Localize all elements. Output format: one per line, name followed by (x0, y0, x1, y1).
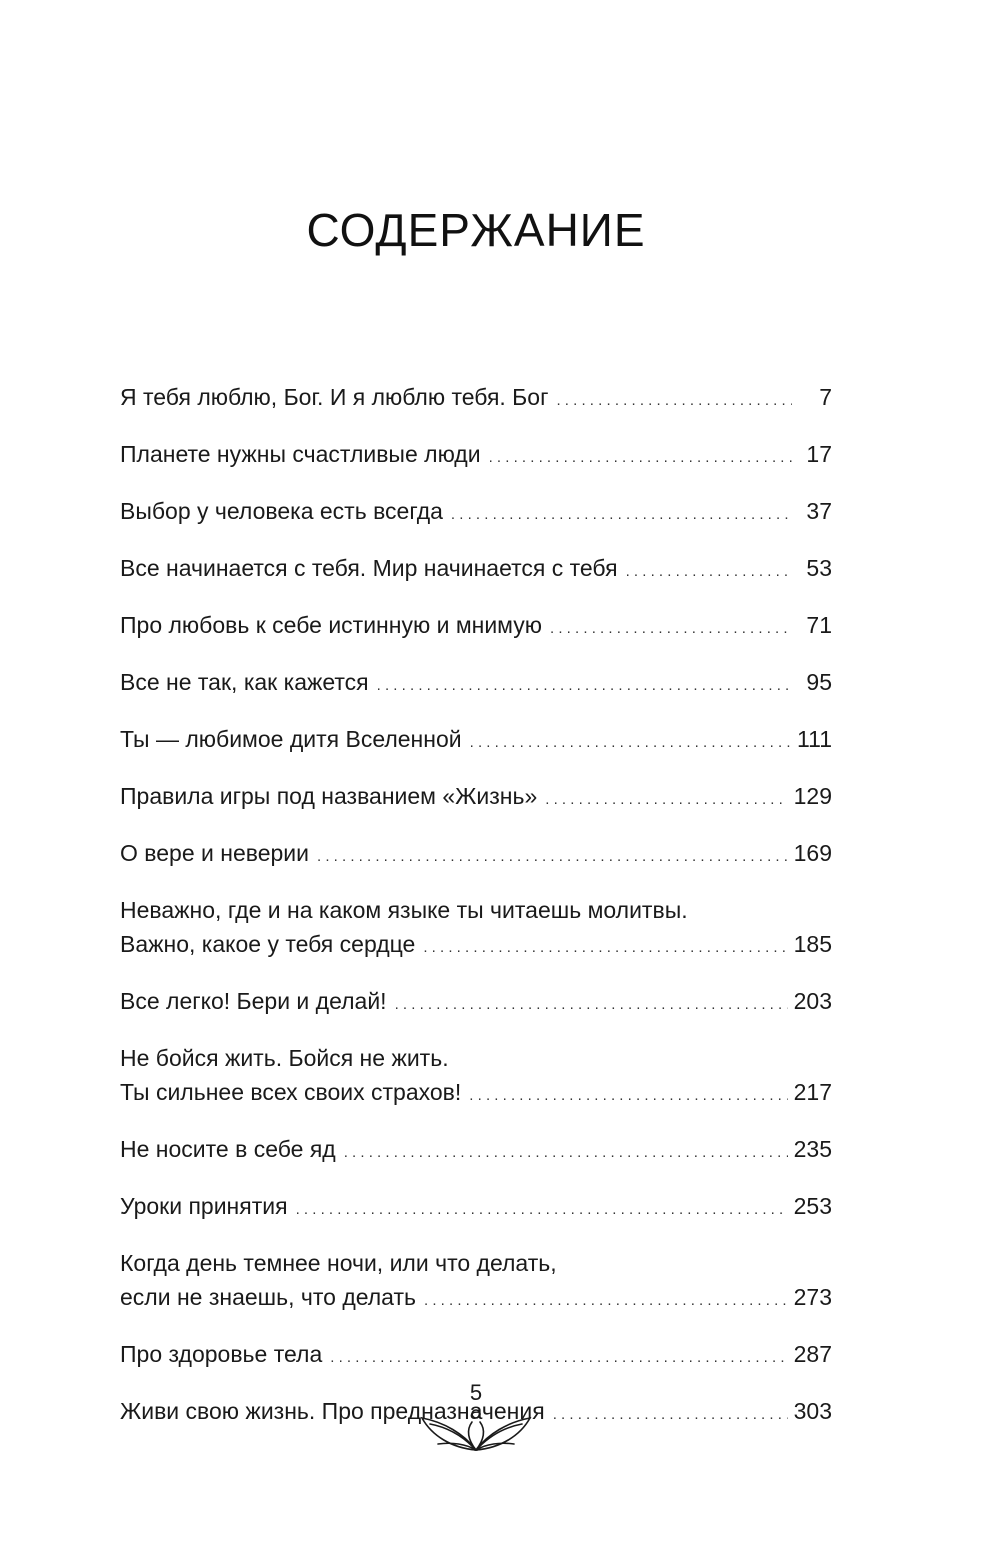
toc-entry (120, 836, 832, 874)
toc-entry-title: Живи свою жизнь. Про предназначения (120, 1398, 545, 1424)
toc-entry-page: 169 (793, 840, 832, 866)
dot-leader (317, 840, 788, 874)
toc-entry-page: 71 (806, 612, 832, 638)
dot-leader (395, 988, 788, 1022)
toc-entry-row (120, 665, 832, 703)
toc-entry (120, 1041, 832, 1113)
dot-leader (377, 669, 792, 703)
dot-leader (344, 1136, 788, 1170)
dot-leader (469, 1079, 787, 1113)
toc-entry (120, 1132, 832, 1170)
toc-entry-title: Ты сильнее всех своих страхов! (120, 1079, 462, 1105)
dot-leader (489, 441, 792, 475)
toc-entry-row (120, 1132, 832, 1170)
toc-entry (120, 494, 832, 532)
toc-entry-page: 111 (797, 726, 832, 752)
toc-entry-row (120, 1075, 832, 1113)
toc-entry-title: Ты — любимое дитя Вселенной (120, 726, 462, 752)
toc-entry-row (120, 836, 832, 874)
dot-leader (550, 612, 792, 646)
toc-entry-page: 7 (819, 384, 832, 410)
toc-entry-page: 95 (806, 669, 832, 695)
toc-entry-row (120, 722, 832, 760)
toc-entry-title: Планете нужны счастливые люди (120, 441, 481, 467)
dot-leader (545, 783, 787, 817)
toc-entry-row (120, 927, 832, 965)
toc-entry-row (120, 1189, 832, 1227)
toc-entry-row (120, 494, 832, 532)
toc-entry-page: 273 (793, 1284, 832, 1310)
toc-entry (120, 1189, 832, 1227)
toc-entry (120, 437, 832, 475)
toc-entry-title: Важно, какое у тебя сердце (120, 931, 416, 957)
toc-entry (120, 608, 832, 646)
page-number: 5 (469, 1380, 483, 1405)
toc-entry-page: 217 (793, 1079, 832, 1105)
toc-entry (120, 1246, 832, 1318)
toc-entry-title: Все легко! Бери и делай! (120, 988, 387, 1014)
toc-entry-row (120, 779, 832, 817)
toc-entry-page: 203 (793, 988, 832, 1014)
toc-entry-title: Про любовь к себе истинную и мнимую (120, 612, 543, 638)
dot-leader (556, 384, 792, 418)
dot-leader (626, 555, 792, 589)
toc-entry (120, 893, 832, 965)
toc-entry-title: Не носите в себе яд (120, 1136, 336, 1162)
toc-entry-row (120, 551, 832, 589)
table-of-contents (120, 380, 832, 1451)
toc-entry-title: Уроки принятия (120, 1193, 288, 1219)
toc-entry-page: 303 (793, 1398, 832, 1424)
toc-entry-title: О вере и неверии (120, 840, 309, 866)
toc-entry-title: Про здоровье тела (120, 1341, 323, 1367)
toc-entry-page: 17 (806, 441, 832, 467)
toc-entry-row (120, 1280, 832, 1318)
toc-entry (120, 380, 832, 418)
toc-entry-title: Я тебя люблю, Бог. И я люблю тебя. Бог (120, 384, 549, 410)
lotus-leaves-icon (416, 1404, 536, 1456)
page-title: СОДЕРЖАНИЕ (306, 204, 646, 256)
toc-entry (120, 722, 832, 760)
toc-entry-row (120, 380, 832, 418)
dot-leader (424, 1284, 788, 1318)
toc-entry-title-line: Не бойся жить. Бойся не жить. (120, 1045, 449, 1071)
toc-entry-page: 235 (793, 1136, 832, 1162)
toc-entry-row (120, 437, 832, 475)
toc-entry-title-line: Когда день темнее ночи, или что делать, (120, 1250, 557, 1276)
toc-entry-page: 53 (806, 555, 832, 581)
toc-entry-title: Правила игры под названием «Жизнь» (120, 783, 538, 809)
toc-entry (120, 779, 832, 817)
dot-leader (470, 726, 791, 760)
dot-leader (423, 931, 787, 965)
dot-leader (451, 498, 792, 532)
toc-entry-title: Выбор у человека есть всегда (120, 498, 443, 524)
toc-entry-title: если не знаешь, что делать (120, 1284, 416, 1310)
toc-entry-title: Все начинается с тебя. Мир начинается с тебя (120, 555, 618, 581)
toc-entry-row (120, 608, 832, 646)
toc-entry-page: 185 (793, 931, 832, 957)
toc-entry-page: 253 (793, 1193, 832, 1219)
toc-entry-title-line: Неважно, где и на каком языке ты читаешь молитвы. (120, 897, 688, 923)
toc-entry-page: 129 (793, 783, 832, 809)
toc-entry-row (120, 1337, 832, 1375)
toc-entry (120, 665, 832, 703)
toc-entry (120, 1337, 832, 1375)
toc-entry-page: 37 (806, 498, 832, 524)
dot-leader (330, 1341, 787, 1375)
toc-entry (120, 984, 832, 1022)
toc-entry-row (120, 984, 832, 1022)
toc-entry-page: 287 (793, 1341, 832, 1367)
toc-entry (120, 551, 832, 589)
dot-leader (296, 1193, 788, 1227)
toc-entry-title: Все не так, как кажется (120, 669, 369, 695)
